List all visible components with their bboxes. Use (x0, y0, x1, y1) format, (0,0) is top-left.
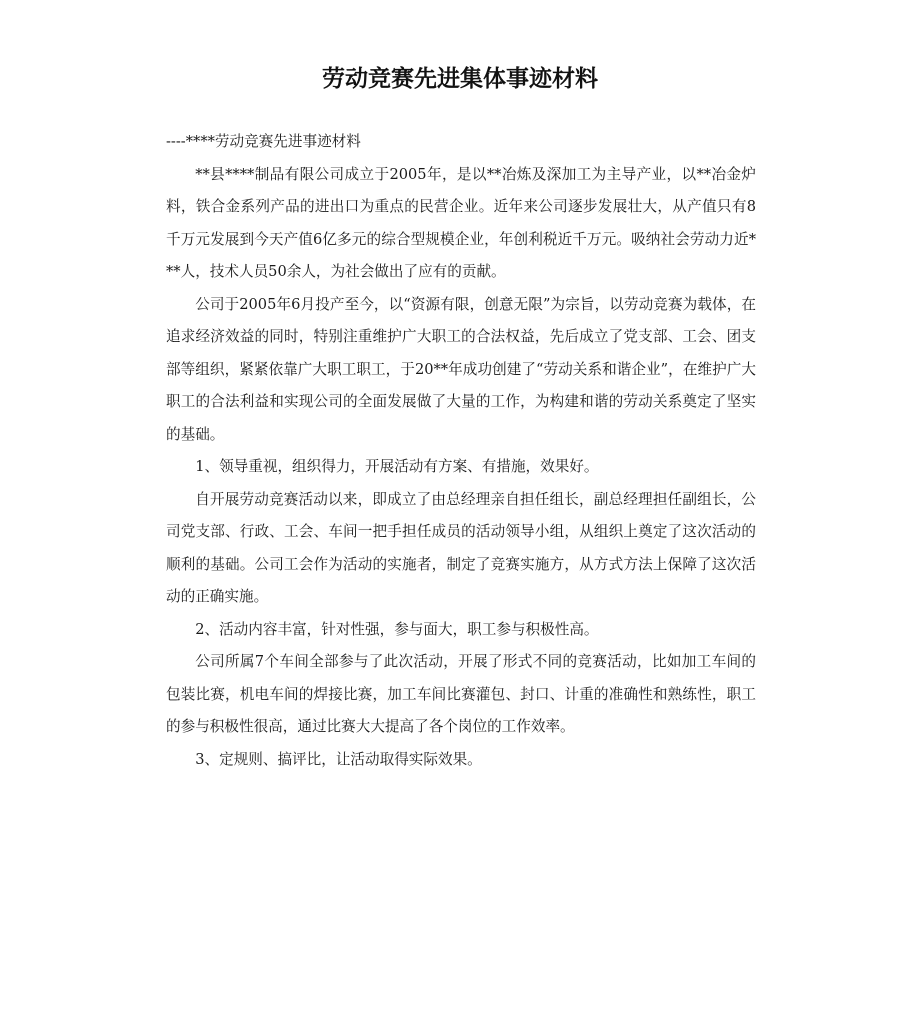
section-heading-3: 3、定规则、搞评比，让活动取得实际效果。 (195, 750, 482, 768)
section-heading-1: 1、领导重视，组织得力，开展活动有方案、有措施，效果好。 (195, 458, 599, 475)
section-heading-2: 2、活动内容丰富，针对性强，参与面大，职工参与积极性高。 (195, 620, 599, 638)
document-body (166, 126, 756, 776)
paragraph-company-history: 公司于2005年6月投产至今，以“资源有限，创意无限”为宗旨，以劳动竞赛为载体，在追求经济效益的同时，特别注重维护广大职工的合法权益，先后成立了党支部、工会、团支部等组织，紧紧依靠广大职工职工，于20**年成功创建了“劳动关系和谐企业”，在维护广大职工的合法利益和实现公司的全面发展做了大量的工作，为构建和谐的劳动关系奠定了坚实的基础。 (166, 295, 756, 443)
paragraph-activities: 公司所属7个车间全部参与了此次活动，开展了形式不同的竞赛活动，比如加工车间的包装比赛，机电车间的焊接比赛，加工车间比赛灌包、封口、计重的准确性和熟练性，职工的参与积极性很高，通过比赛大大提高了各个岗位的工作效率。 (166, 653, 756, 735)
document-title: 劳动竞赛先进集体事迹材料 (322, 66, 598, 92)
document-subtitle: ----****劳动竞赛先进事迹材料 (166, 133, 361, 150)
paragraph-leadership: 自开展劳动竞赛活动以来，即成立了由总经理亲自担任组长，副总经理担任副组长，公司党支部、行政、工会、车间一把手担任成员的活动领导小组，从组织上奠定了这次活动的顺利的基础。公司工会作为活动的实施者，制定了竞赛实施方，从方式方法上保障了这次活动的正确实施。 (166, 490, 756, 605)
paragraph-company-intro: **县****制品有限公司成立于2005年，是以**冶炼及深加工为主导产业，以**冶金炉料，铁合金系列产品的进出口为重点的民营企业。近年来公司逐步发展壮大，从产值只有8千万元发展到今天产值6亿多元的综合型规模企业，年创利税近千万元。吸纳社会劳动力近***人，技术人员50余人，为社会做出了应有的贡献。 (166, 165, 756, 280)
